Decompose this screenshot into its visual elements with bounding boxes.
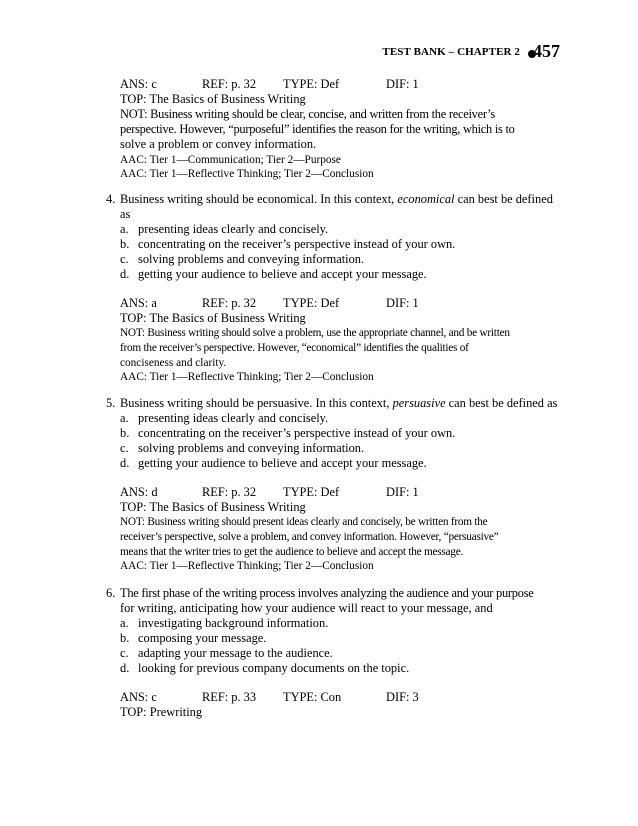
question-type: TYPE: Def [283,77,340,91]
note-line: from the receiver’s perspective. However, “economical” identifies the qualities of [120,342,469,354]
stem-text: can best be defined [454,192,553,206]
topic: TOP: The Basics of Business Writing [120,92,306,106]
question-type: TYPE: Def [283,296,340,310]
answer-key: ANS: c [120,690,157,704]
option-text: getting your audience to believe and accept your message. [138,267,427,281]
page-reference: REF: p. 32 [202,77,257,91]
option-letter: c. [120,441,129,455]
question-stem: The first phase of the writing process involves analyzing the audience and your purpose [120,586,534,600]
note-line: means that the writer tries to get the audience to believe and accept the message. [120,546,464,558]
answer-key: ANS: c [120,77,157,91]
question-number: 5. [106,396,116,410]
stem-text: Business writing should be persuasive. In this context, [120,396,393,410]
note-line: NOT: Business writing should solve a problem, use the appropriate channel, and be written [120,327,510,339]
question-stem-line: for writing, anticipating how your audience will react to your message, and [120,601,493,615]
option-text: looking for previous company documents on the topic. [138,661,410,675]
option-letter: c. [120,646,129,660]
option-text: presenting ideas clearly and concisely. [138,411,329,425]
topic: TOP: The Basics of Business Writing [120,500,306,514]
difficulty: DIF: 1 [386,296,419,310]
stem-text: can best be defined as [445,396,558,410]
question-number: 4. [106,192,116,206]
running-head: TEST BANK – CHAPTER 2 [382,46,520,58]
note-line: NOT: Business writing should be clear, concise, and written from the receiver’s [120,107,495,121]
note-line: solve a problem or convey information. [120,137,317,151]
answer-key: ANS: a [120,296,157,310]
question-stem [120,396,557,411]
option-letter: a. [120,616,129,630]
option-text: solving problems and conveying information. [138,252,365,266]
option-letter: d. [120,661,130,675]
note-line: receiver’s perspective, solve a problem, and convey information. However, “persuasive” [120,531,499,543]
note-line: conciseness and clarity. [120,357,227,369]
aac-line: AAC: Tier 1—Reflective Thinking; Tier 2—Conclusion [120,371,374,383]
page-header [0,41,638,64]
option-letter: d. [120,456,130,470]
topic: TOP: The Basics of Business Writing [120,311,306,325]
answer-key: ANS: d [120,485,158,499]
question-stem-line: as [120,207,131,221]
question-type: TYPE: Con [283,690,342,704]
stem-keyword: economical [397,192,455,206]
option-text: adapting your message to the audience. [138,646,333,660]
stem-text: Business writing should be economical. In this context, [120,192,398,206]
aac-line: AAC: Tier 1—Communication; Tier 2—Purpose [120,154,341,166]
topic: TOP: Prewriting [120,705,203,719]
aac-line: AAC: Tier 1—Reflective Thinking; Tier 2—Conclusion [120,168,374,180]
page-number: 457 [533,41,560,61]
option-letter: a. [120,222,129,236]
aac-line: AAC: Tier 1—Reflective Thinking; Tier 2—Conclusion [120,560,374,572]
option-letter: a. [120,411,129,425]
option-text: concentrating on the receiver’s perspective instead of your own. [138,237,456,251]
option-text: solving problems and conveying information. [138,441,365,455]
page-reference: REF: p. 32 [202,485,257,499]
difficulty: DIF: 1 [386,77,419,91]
difficulty: DIF: 1 [386,485,419,499]
page-reference: REF: p. 32 [202,296,257,310]
option-text: composing your message. [138,631,267,645]
option-letter: d. [120,267,130,281]
option-text: investigating background information. [138,616,329,630]
note-line: perspective. However, “purposeful” identifies the reason for the writing, which is to [120,122,515,136]
stem-keyword: persuasive [392,396,446,410]
option-letter: b. [120,237,130,251]
option-letter: c. [120,252,129,266]
difficulty: DIF: 3 [386,690,419,704]
option-letter: b. [120,426,130,440]
option-text: getting your audience to believe and accept your message. [138,456,427,470]
option-text: presenting ideas clearly and concisely. [138,222,329,236]
question-number: 6. [106,586,116,600]
option-letter: b. [120,631,130,645]
option-text: concentrating on the receiver’s perspective instead of your own. [138,426,456,440]
note-line: NOT: Business writing should present ideas clearly and concisely, be written from the [120,516,488,528]
question-type: TYPE: Def [283,485,340,499]
page-reference: REF: p. 33 [202,690,257,704]
question-stem [120,192,553,207]
